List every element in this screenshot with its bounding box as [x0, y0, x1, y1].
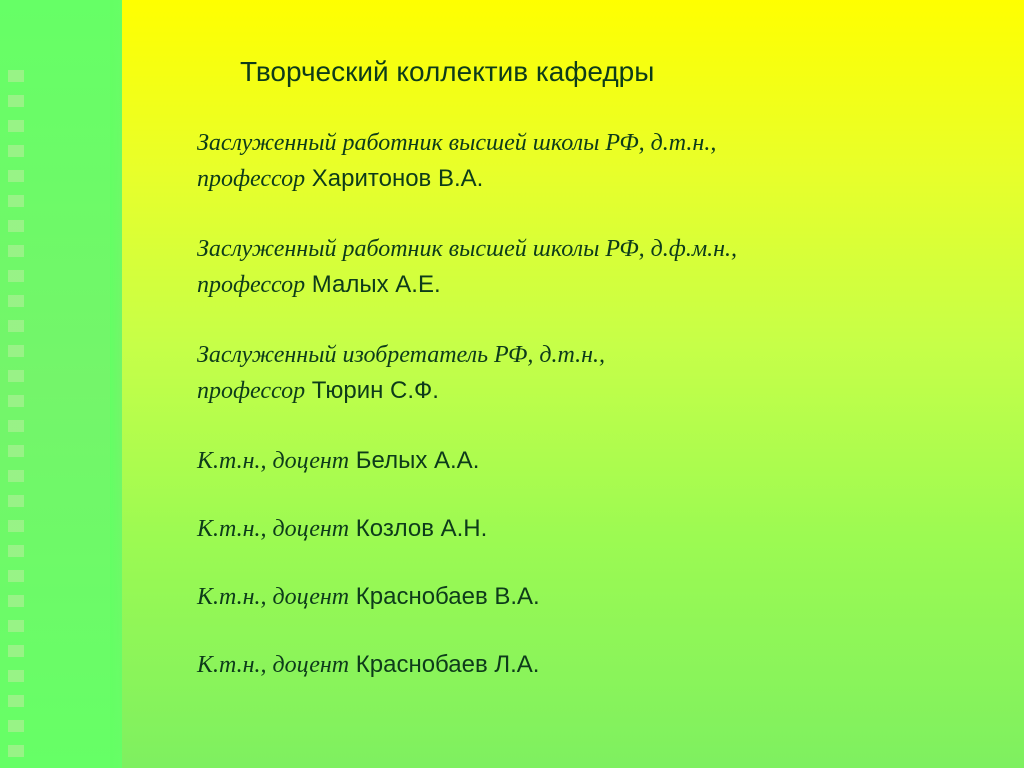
staff-entry	[197, 647, 997, 683]
staff-role: профессор	[197, 166, 306, 192]
staff-entry	[197, 511, 997, 547]
staff-name: Тюрин С.Ф.	[311, 377, 439, 404]
staff-role: К.т.н., доцент	[197, 652, 350, 678]
side-decoration-band	[0, 0, 122, 768]
staff-honor-line: Заслуженный работник высшей школы РФ, д.т.н.,	[197, 130, 717, 156]
staff-role: К.т.н., доцент	[197, 448, 350, 474]
staff-entry	[197, 579, 997, 615]
side-square-pattern	[8, 70, 24, 760]
staff-role: К.т.н., доцент	[197, 516, 350, 542]
staff-role: профессор	[197, 272, 306, 298]
staff-entry	[197, 443, 997, 479]
slide-title: Творческий коллектив кафедры	[240, 56, 655, 87]
staff-entry	[197, 125, 997, 197]
staff-name: Белых А.А.	[355, 447, 480, 474]
staff-entry	[197, 231, 997, 303]
staff-name: Харитонов В.А.	[311, 165, 484, 192]
side-band-edge	[110, 0, 122, 768]
staff-role: профессор	[197, 378, 306, 404]
staff-list	[197, 125, 997, 683]
staff-honor-line: Заслуженный изобретатель РФ, д.т.н.,	[197, 342, 605, 368]
staff-role: К.т.н., доцент	[197, 584, 350, 610]
staff-name: Козлов А.Н.	[355, 515, 488, 542]
staff-name: Малых А.Е.	[311, 271, 441, 298]
staff-name: Краснобаев Л.А.	[355, 651, 540, 678]
staff-honor-line: Заслуженный работник высшей школы РФ, д.ф.м.н.,	[197, 236, 738, 262]
staff-entry	[197, 337, 997, 409]
staff-name: Краснобаев В.А.	[355, 583, 540, 610]
